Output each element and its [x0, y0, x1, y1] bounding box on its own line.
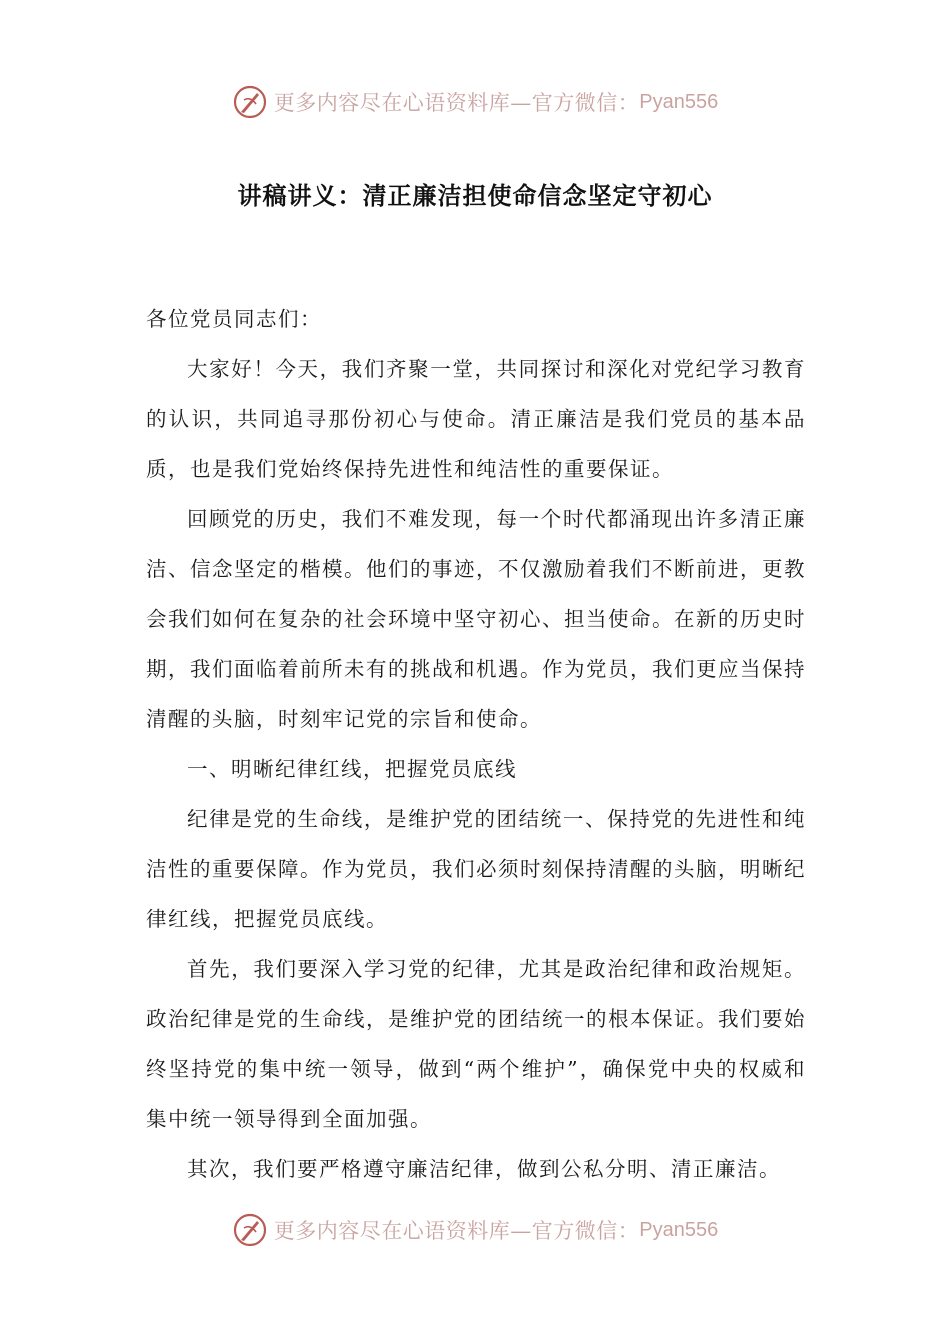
watermark-banner-bottom [0, 1210, 950, 1250]
watermark-banner-top [0, 82, 950, 122]
watermark-wechat-id: Pyan556 [639, 1218, 719, 1241]
paragraph: 纪律是党的生命线，是维护党的团结统一、保持党的先进性和纯洁性的重要保障。作为党员，我们必须时刻保持清醒的头脑，明晰纪律红线，把握党员底线。 [146, 807, 806, 931]
watermark-text: 更多内容尽在心语资料库—官方微信： [273, 91, 640, 115]
paragraph: 其次，我们要严格遵守廉洁纪律，做到公私分明、清正廉洁。 [187, 1157, 781, 1181]
quill-pen-logo-icon [232, 1212, 268, 1248]
document-title: 讲稿讲义：清正廉洁担使命信念坚定守初心 [237, 181, 713, 210]
paragraph: 大家好！今天，我们齐聚一堂，共同探讨和深化对党纪学习教育的认识，共同追寻那份初心与使命。清正廉洁是我们党员的基本品质，也是我们党始终保持先进性和纯洁性的重要保证。 [146, 357, 806, 481]
watermark-text: 更多内容尽在心语资料库—官方微信： [273, 1219, 640, 1243]
watermark-wechat-id: Pyan556 [639, 90, 719, 113]
quill-pen-logo-icon [232, 84, 268, 120]
document-body [146, 294, 806, 1194]
paragraph: 回顾党的历史，我们不难发现，每一个时代都涌现出许多清正廉洁、信念坚定的楷模。他们的事迹，不仅激励着我们不断前进，更教会我们如何在复杂的社会环境中坚守初心、担当使命。在新的历史时期，我们面临着前所未有的挑战和机遇。作为党员，我们更应当保持清醒的头脑，时刻牢记党的宗旨和使命。 [146, 507, 806, 731]
salutation: 各位党员同志们： [146, 307, 322, 331]
paragraph: 首先，我们要深入学习党的纪律，尤其是政治纪律和政治规矩。政治纪律是党的生命线，是维护党的团结统一的根本保证。我们要始终坚持党的集中统一领导，做到“两个维护”，确保党中央的权威和集中统一领导得到全面加强。 [146, 957, 806, 1131]
section-heading: 一、明晰纪律红线，把握党员底线 [187, 757, 517, 781]
